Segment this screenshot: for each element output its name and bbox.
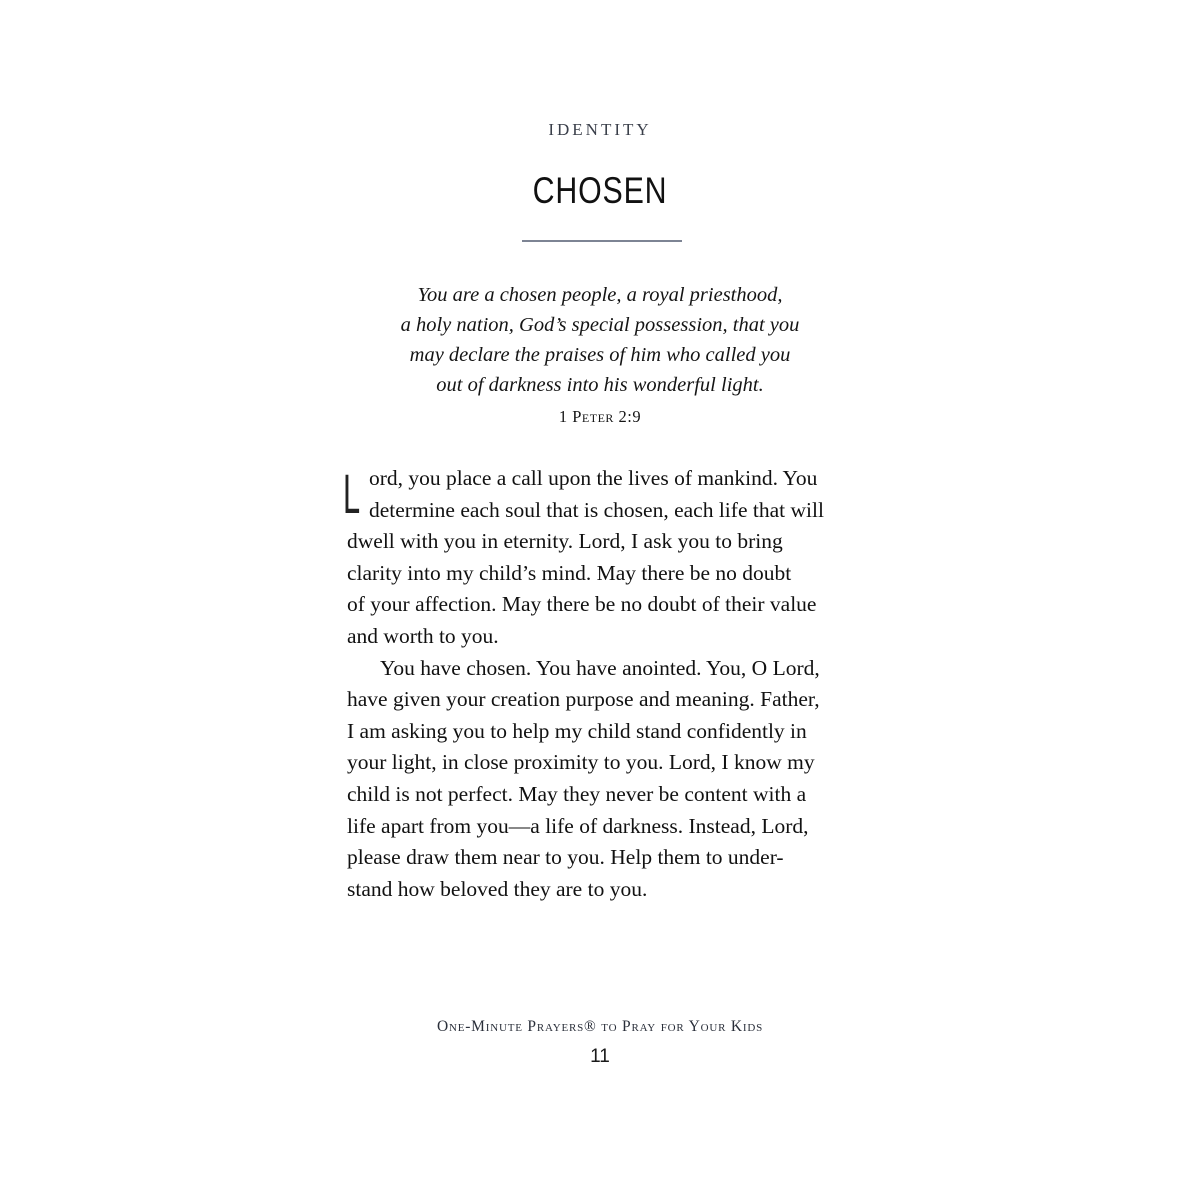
body-line: determine each soul that is chosen, each life that will (369, 497, 824, 522)
scripture-verse (0, 280, 1200, 400)
body-line: I am asking you to help my child stand confidently in (347, 718, 807, 743)
verse-line: You are a chosen people, a royal priesthood, (417, 284, 783, 306)
body-line: clarity into my child’s mind. May there be no doubt (347, 560, 792, 585)
section-label: IDENTITY (548, 120, 652, 139)
running-footer: One-Minute Prayers® to Pray for Your Kids (436, 1018, 764, 1035)
body-line: child is not perfect. May they never be content with a (347, 781, 807, 806)
body-line: stand how beloved they are to you. (347, 876, 648, 901)
drop-cap: L (343, 462, 361, 525)
chapter-title: CHOSEN (532, 170, 668, 211)
verse-reference: 1 Peter 2:9 (558, 407, 642, 426)
body-line: please draw them near to you. Help them to under- (347, 845, 784, 870)
body-line: You have chosen. You have anointed. You, O Lord, (380, 655, 820, 680)
prayer-body (343, 462, 867, 905)
verse-line: a holy nation, God’s special possession, that you (400, 314, 800, 336)
verse-line: out of darkness into his wonderful light. (436, 374, 764, 396)
body-line: and worth to you. (347, 623, 499, 648)
title-divider (522, 240, 682, 242)
body-line: life apart from you—a life of darkness. Instead, Lord, (347, 813, 809, 838)
body-line: dwell with you in eternity. Lord, I ask you to bring (347, 529, 783, 554)
page-number: 11 (590, 1046, 610, 1067)
body-line-text: ord, you place a call upon the lives of mankind. You (369, 466, 818, 490)
body-line: of your affection. May there be no doubt of their value (347, 592, 817, 617)
body-line: have given your creation purpose and meaning. Father, (347, 687, 820, 712)
body-line: your light, in close proximity to you. Lord, I know my (347, 750, 815, 775)
verse-line: may declare the praises of him who called you (409, 344, 791, 366)
